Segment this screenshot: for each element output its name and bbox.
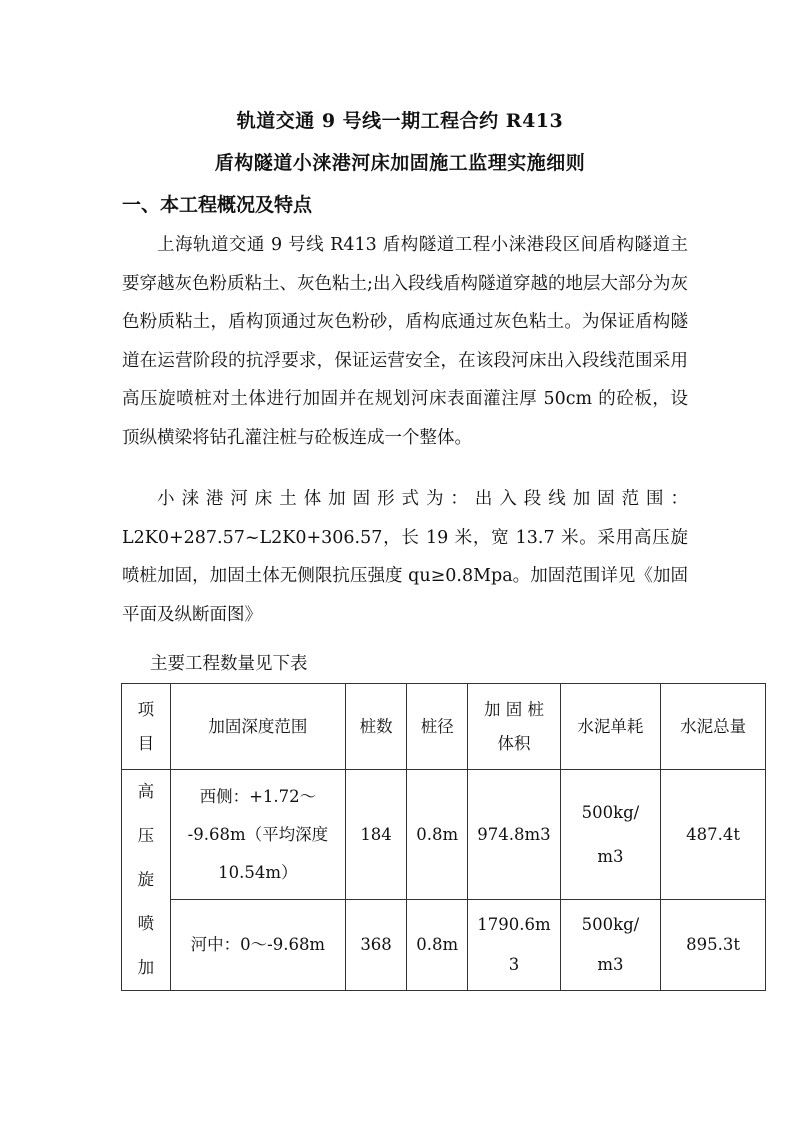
pile-diameter-cell: 0.8m — [407, 900, 468, 991]
header-item-char: 目 — [137, 733, 155, 753]
document-title-line1: 轨道交通 9 号线一期工程合约 R413 — [236, 110, 564, 132]
table-row — [122, 900, 766, 991]
depth-range-line: 西侧：+1.72～ — [199, 786, 317, 806]
header-volume-line: 加 固 桩 — [483, 699, 544, 719]
category-cell — [122, 770, 171, 991]
document-title-line2: 盾构隧道小涞港河床加固施工监理实施细则 — [214, 152, 586, 174]
quantity-table — [121, 683, 766, 991]
paragraph-overview: 上海轨道交通 9 号线 R413 盾构隧道工程小涞港段区间盾构隧道主要穿越灰色粉质粘土、灰色粘土;出入段线盾构隧道穿越的地层大部分为灰色粉质粘土，盾构顶通过灰色粉砂，盾构底通过灰色粘土。为保证盾构隧道在运营阶段的抗浮要求，保证运营安全，在该段河床出入段线范围采用高压旋喷桩对土体进行加固并在规划河床表面灌注厚 50cm 的砼板，设顶纵横梁将钻孔灌注桩与砼板连成一个整体。 — [122, 235, 688, 448]
header-item-char: 项 — [137, 699, 155, 719]
header-volume-line: 体积 — [497, 733, 531, 753]
cement-unit-line: 500kg/ — [581, 802, 640, 822]
header-cement-unit: 水泥单耗 — [560, 684, 661, 770]
table-caption: 主要工程数量见下表 — [150, 654, 308, 674]
volume-line: 1790.6m — [477, 915, 551, 935]
depth-range-line: -9.68m（平均深度 — [187, 824, 329, 844]
header-item — [122, 684, 171, 770]
section-heading: 一、本工程概况及特点 — [122, 194, 313, 216]
category-char: 旋 — [137, 870, 155, 889]
table-row — [122, 770, 766, 900]
header-cement-total: 水泥总量 — [661, 684, 766, 770]
pile-diameter-cell: 0.8m — [407, 770, 468, 900]
cement-unit-cell — [560, 770, 661, 900]
category-char: 压 — [137, 826, 155, 845]
header-depth-range: 加固深度范围 — [170, 684, 345, 770]
category-char: 加 — [137, 958, 155, 977]
category-char: 喷 — [137, 914, 155, 933]
cement-unit-line: m3 — [597, 846, 624, 866]
depth-range-cell: 河中：0～-9.68m — [170, 900, 345, 991]
depth-range-line: 10.54m） — [218, 862, 298, 882]
volume-cell — [468, 900, 560, 991]
cement-unit-line: m3 — [597, 955, 624, 975]
table-header-row — [122, 684, 766, 770]
cement-total-cell: 895.3t — [661, 900, 766, 991]
pile-count-cell: 184 — [345, 770, 406, 900]
cement-unit-line: 500kg/ — [581, 915, 640, 935]
header-pile-diameter: 桩径 — [407, 684, 468, 770]
pile-count-cell: 368 — [345, 900, 406, 991]
volume-line: 3 — [508, 955, 520, 975]
cement-unit-cell — [560, 900, 661, 991]
header-volume — [468, 684, 560, 770]
depth-range-cell — [170, 770, 345, 900]
volume-cell: 974.8m3 — [468, 770, 560, 900]
header-pile-count: 桩数 — [345, 684, 406, 770]
paragraph-reinforcement: 小涞港河床土体加固形式为：出入段线加固范围：L2K0+287.57~L2K0+306.57，长 19 米，宽 13.7 米。采用高压旋喷桩加固，加固土体无侧限抗压强度 qu≥0.8Mpa。加固范围详见《加固平面及纵断面图》 — [122, 489, 688, 625]
category-char: 高 — [137, 782, 155, 801]
cement-total-cell: 487.4t — [661, 770, 766, 900]
